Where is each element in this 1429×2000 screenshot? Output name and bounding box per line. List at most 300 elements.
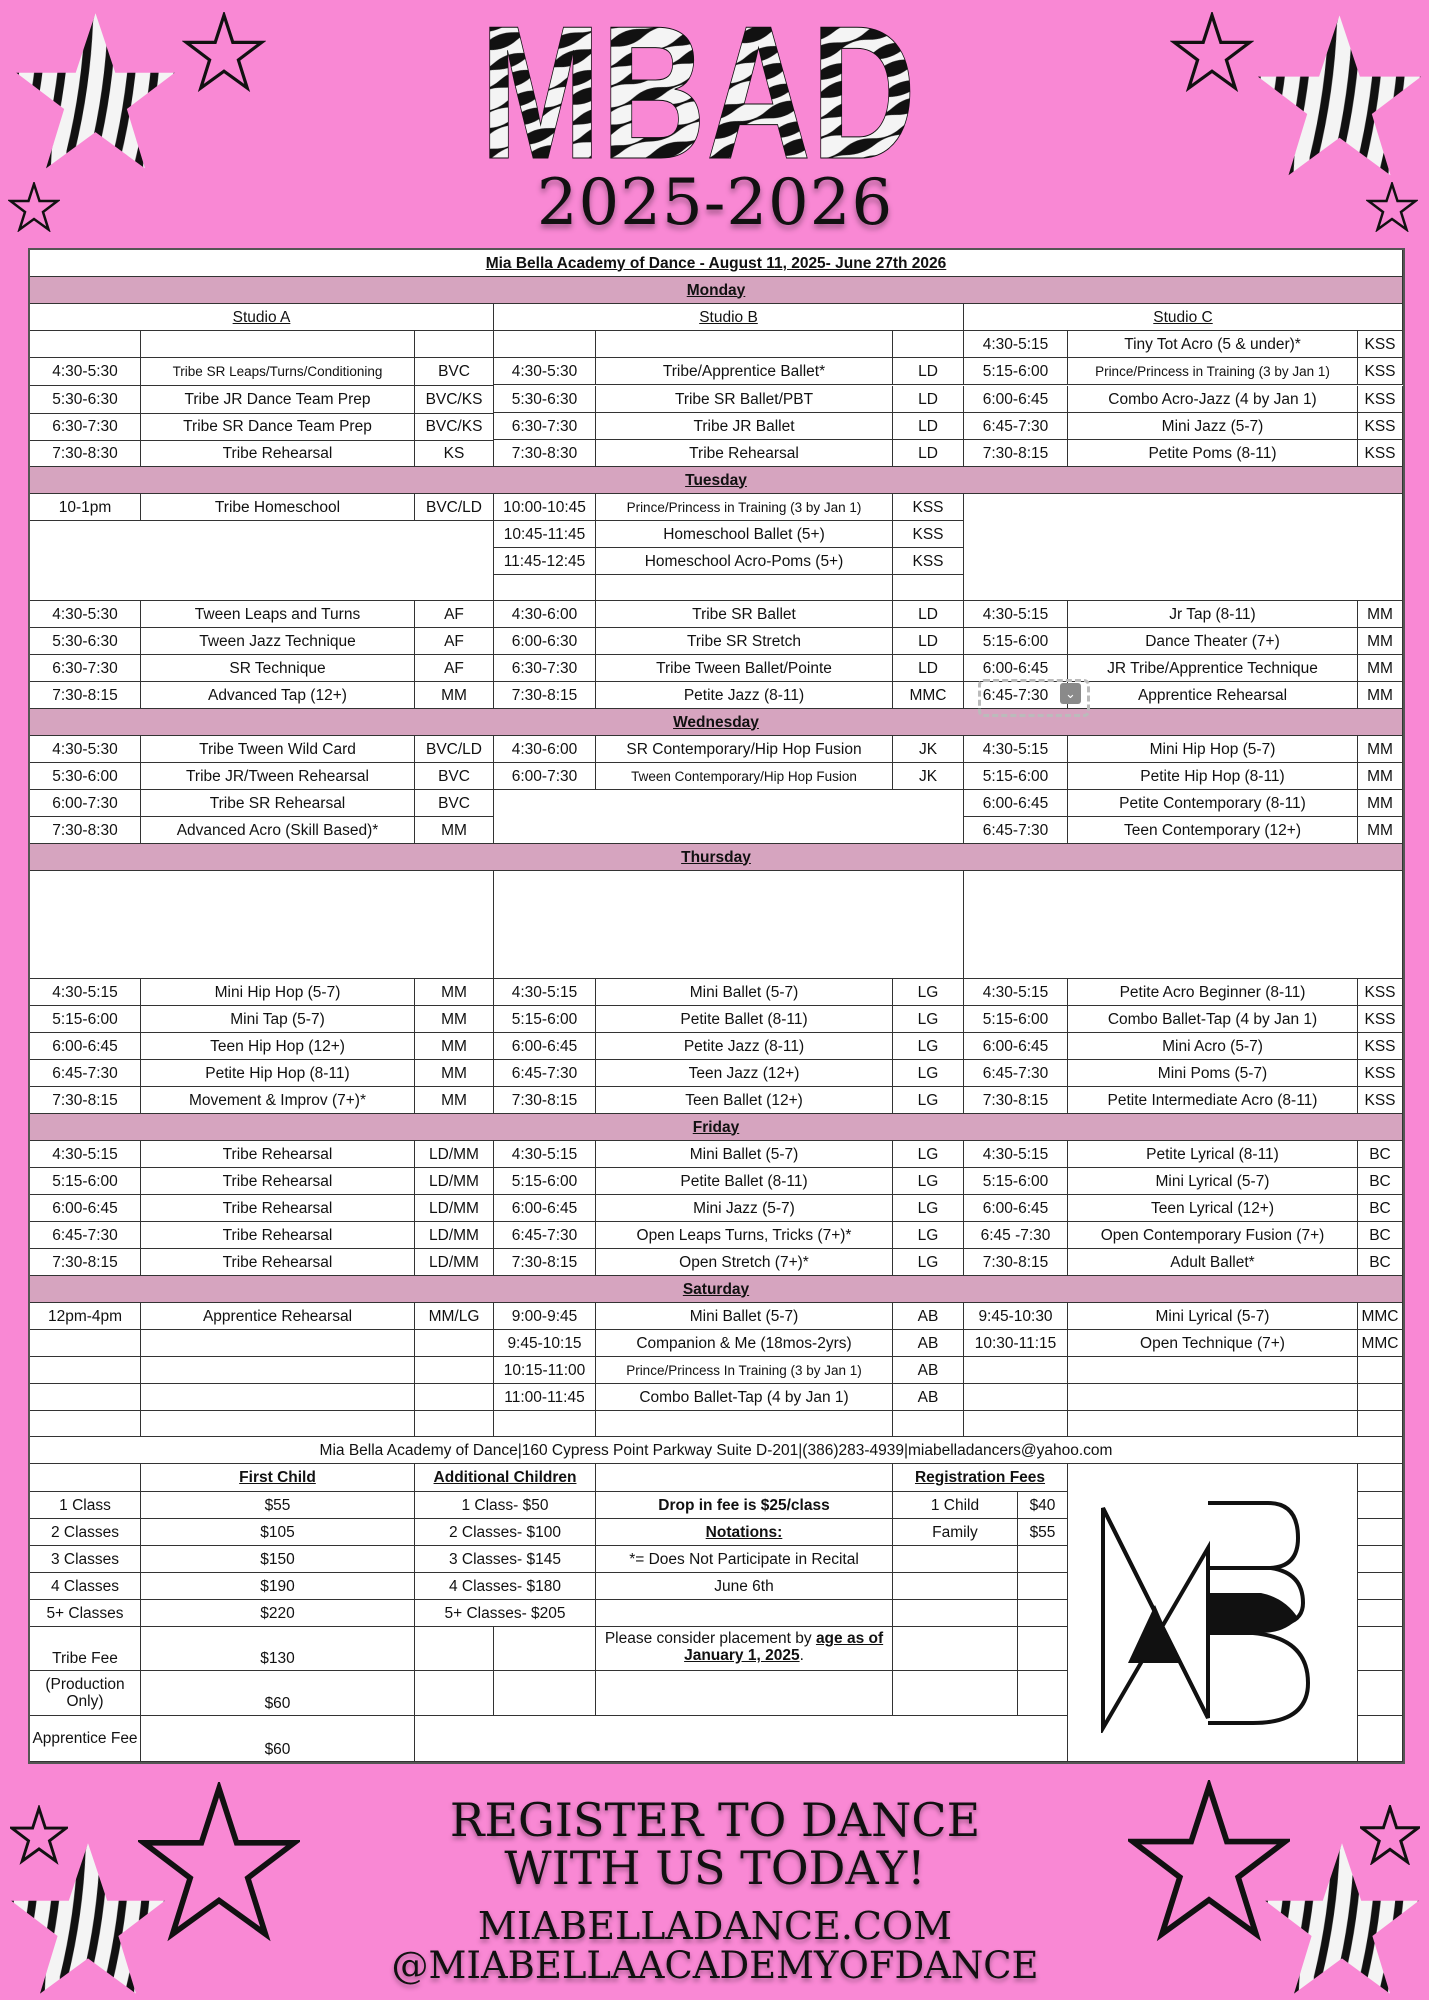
class-cell: Open Leaps Turns, Tricks (7+)* [596,1222,893,1249]
social-handle[interactable]: @MIABELLAACADEMYOFDANCE [391,1944,1039,1987]
class-cell: Homeschool Ballet (5+) [596,521,893,548]
empty-cell [893,1573,1018,1600]
class-cell: Homeschool Acro-Poms (5+) [596,548,893,575]
empty-cell [1018,1573,1068,1600]
class-cell: Advanced Tap (12+) [141,682,415,709]
class-cell: Petite Hip Hop (8-11) [1068,763,1358,790]
fee-label: (Production Only) [30,1671,141,1716]
class-cell: Tribe SR Rehearsal [141,790,415,817]
time-cell: 5:15-6:00 [964,1006,1068,1033]
instructor-cell: JK [893,763,964,790]
class-cell: SR Contemporary/Hip Hop Fusion [596,736,893,763]
empty-cell [494,871,964,979]
empty-cell [1358,1519,1403,1546]
instructor-cell: BVC/KS [415,386,494,414]
chevron-down-icon[interactable]: ⌄ [1060,683,1081,704]
time-cell: 7:30-8:15 [494,682,596,709]
class-cell: Jr Tap (8-11) [1068,601,1358,628]
instructor-cell: AB [893,1303,964,1330]
instructor-cell: LD/MM [415,1195,494,1222]
instructor-cell: MM [415,979,494,1006]
class-cell: Mini Ballet (5-7) [596,1141,893,1168]
class-cell: Advanced Acro (Skill Based)* [141,817,415,844]
time-cell: 6:30-7:30 [494,413,596,440]
time-cell: 6:30-7:30 [30,655,141,682]
day-header-thursday: Thursday [30,844,1403,871]
time-cell: 6:00-6:45 [494,1033,596,1060]
class-cell: Combo Ballet-Tap (4 by Jan 1) [596,1384,893,1411]
time-cell: 6:00-6:45 [964,655,1068,682]
class-cell: Teen Contemporary (12+) [1068,817,1358,844]
price-tier-label: 4 Classes [30,1573,141,1600]
time-cell: 5:15-6:00 [964,1168,1068,1195]
time-cell: 5:15-6:00 [494,1168,596,1195]
mb-logo-cell [1068,1464,1358,1762]
time-cell: 11:00-11:45 [494,1384,596,1411]
instructor-cell: LG [893,1168,964,1195]
class-cell: Adult Ballet* [1068,1249,1358,1276]
class-cell: Mini Tap (5-7) [141,1006,415,1033]
day-header-monday: Monday [30,277,1403,304]
class-cell: Tribe SR Ballet/PBT [596,386,893,413]
instructor-cell: LG [893,1087,964,1114]
zebra-star-icon [1262,1840,1422,2000]
class-cell: Petite Contemporary (8-11) [1068,790,1358,817]
class-cell: Mini Lyrical (5-7) [1068,1168,1358,1195]
class-cell [596,575,893,601]
star-outline-icon [8,182,60,232]
instructor-cell: MM [1358,628,1403,655]
time-cell: 6:00-6:45 [30,1033,141,1060]
time-cell: 9:45-10:30 [964,1303,1068,1330]
time-cell [30,1330,141,1357]
time-cell: 4:30-5:15 [494,1141,596,1168]
time-cell: 6:30-7:30 [494,655,596,682]
instructor-cell: MM [415,682,494,709]
time-cell: 4:30-6:00 [494,601,596,628]
season-years: 2025-2026 [536,166,894,240]
class-cell: Mini Jazz (5-7) [596,1195,893,1222]
time-cell: 5:15-6:00 [30,1006,141,1033]
notation-star: *= Does Not Participate in Recital [596,1546,893,1573]
class-cell: Open Contemporary Fusion (7+) [1068,1222,1358,1249]
class-cell: Tribe Rehearsal [141,1141,415,1168]
time-cell: 6:00-6:45 [30,1195,141,1222]
class-cell: Tribe SR Stretch [596,628,893,655]
empty-cell [964,494,1403,601]
time-cell: 4:30-5:15 [964,736,1068,763]
class-cell: Movement & Improv (7+)* [141,1087,415,1114]
mb-logo [1093,1493,1333,1733]
class-cell [596,1411,893,1437]
empty-cell [1358,1492,1403,1519]
class-cell: SR Technique [141,655,415,682]
instructor-cell: BC [1358,1168,1403,1195]
instructor-cell [415,1384,494,1411]
instructor-cell: LD/MM [415,1222,494,1249]
instructor-cell: LD [893,601,964,628]
class-cell: Petite Intermediate Acro (8-11) [1068,1087,1358,1114]
class-cell: Dance Theater (7+) [1068,628,1358,655]
instructor-cell: LD [893,358,964,385]
class-cell: Mini Ballet (5-7) [596,1303,893,1330]
class-cell: Tribe/Apprentice Ballet* [596,358,893,385]
instructor-cell [1358,1384,1403,1411]
empty-cell [415,1627,494,1671]
time-cell: 4:30-5:15 [494,979,596,1006]
fee-value: $60 [141,1671,415,1716]
fee-value: $130 [141,1627,415,1671]
instructor-cell: MM [1358,817,1403,844]
instructor-cell: LD/MM [415,1249,494,1276]
empty-cell [1358,1716,1403,1762]
empty-cell [596,1600,893,1627]
zebra-star-icon [1252,12,1427,182]
empty-cell [596,1671,893,1716]
instructor-cell: MM [1358,682,1403,709]
first-child-price: $55 [141,1492,415,1519]
time-cell: 7:30-8:15 [494,1249,596,1276]
class-cell [141,331,415,358]
instructor-cell: KS [415,440,494,467]
instructor-cell: MM [415,1087,494,1114]
time-cell: 4:30-6:00 [494,736,596,763]
registration-fees-header: Registration Fees [893,1464,1068,1492]
empty-cell [494,790,964,844]
class-cell: Tribe Rehearsal [141,1195,415,1222]
star-outline-icon [138,1782,300,1942]
additional-children-header: Additional Children [415,1464,596,1492]
instructor-cell [415,1330,494,1357]
instructor-cell: MM/LG [415,1303,494,1330]
instructor-cell: BC [1358,1141,1403,1168]
class-cell: Tween Jazz Technique [141,628,415,655]
empty-cell [1358,1671,1403,1716]
time-cell: 5:30-6:00 [30,763,141,790]
instructor-cell: MM [1358,790,1403,817]
time-cell [30,1411,141,1437]
instructor-cell: KSS [1358,440,1403,467]
time-cell: 5:15-6:00 [964,358,1068,385]
class-cell: Teen Hip Hop (12+) [141,1033,415,1060]
price-tier-label: 5+ Classes [30,1600,141,1627]
time-cell: 5:15-6:00 [964,628,1068,655]
instructor-cell: LG [893,1222,964,1249]
first-child-price: $220 [141,1600,415,1627]
instructor-cell: KSS [893,494,964,521]
instructor-cell [1358,1357,1403,1384]
empty-cell [415,1671,494,1716]
instructor-cell: AF [415,628,494,655]
registration-label: Family [893,1519,1018,1546]
time-cell: 7:30-8:30 [494,440,596,467]
instructor-cell: MM [1358,763,1403,790]
class-cell [141,1411,415,1437]
time-cell: 6:45-7:30 [494,1060,596,1087]
class-cell: Petite Ballet (8-11) [596,1168,893,1195]
instructor-cell: LD [893,386,964,413]
instructor-cell: AB [893,1357,964,1384]
time-cell: 5:15-6:00 [964,763,1068,790]
instructor-cell: LG [893,1249,964,1276]
zebra-star-icon [8,10,183,175]
instructor-cell: BVC/LD [415,494,494,521]
empty-cell [494,1627,596,1671]
svg-text:MBAD: MBAD [480,20,916,165]
studio-b-header: Studio B [494,304,964,331]
class-cell: Combo Ballet-Tap (4 by Jan 1) [1068,1006,1358,1033]
star-outline-icon [1366,182,1418,232]
time-cell [494,1411,596,1437]
time-cell: 7:30-8:30 [30,817,141,844]
class-cell: Teen Jazz (12+) [596,1060,893,1087]
time-cell: 6:45-7:30 [964,817,1068,844]
class-cell: Mini Acro (5-7) [1068,1033,1358,1060]
register-headline-line1: REGISTER TO DANCE [449,1793,981,1847]
fee-label: Tribe Fee [30,1627,141,1671]
instructor-cell: LG [893,1060,964,1087]
day-header-wednesday: Wednesday [30,709,1403,736]
instructor-cell: KSS [1358,331,1403,358]
instructor-cell: BC [1358,1222,1403,1249]
class-cell [141,1357,415,1384]
time-cell: 6:45-7:30 [964,413,1068,440]
instructor-cell: KSS [1358,413,1403,440]
empty-cell [1358,1464,1403,1492]
time-cell: 10:45-11:45 [494,521,596,548]
empty-cell [30,871,494,979]
instructor-cell: KSS [1358,386,1403,413]
time-cell: 4:30-5:15 [964,601,1068,628]
instructor-cell [893,1411,964,1437]
time-cell: 12pm-4pm [30,1303,141,1330]
time-cell: 6:45-7:30 [494,1222,596,1249]
empty-cell [1018,1546,1068,1573]
time-cell: 11:45-12:45 [494,548,596,575]
price-tier-label: 2 Classes [30,1519,141,1546]
fee-label: Apprentice Fee [30,1716,141,1762]
time-cell [494,331,596,358]
class-cell: Tribe Rehearsal [141,440,415,467]
additional-child-price: 1 Class- $50 [415,1492,596,1519]
instructor-cell: BVC/LD [415,736,494,763]
class-cell: Mini Poms (5-7) [1068,1060,1358,1087]
time-cell: 7:30-8:15 [30,1249,141,1276]
register-headline-line2: WITH US TODAY! [504,1841,926,1895]
class-cell: Tween Leaps and Turns [141,601,415,628]
class-cell: Prince/Princess In Training (3 by Jan 1) [596,1357,893,1384]
first-child-price: $150 [141,1546,415,1573]
empty-cell [1018,1600,1068,1627]
class-cell: Tribe SR Leaps/Turns/Conditioning [141,358,415,386]
instructor-cell: KSS [893,548,964,575]
empty-cell [30,1464,141,1492]
instructor-cell: LD/MM [415,1168,494,1195]
time-cell: 6:00-6:45 [964,1033,1068,1060]
instructor-cell: JK [893,736,964,763]
website-link[interactable]: MIABELLADANCE.COM [477,1904,953,1948]
class-cell: Petite Jazz (8-11) [596,682,893,709]
class-cell: Apprentice Rehearsal [1068,682,1358,709]
time-cell: 6:45-7:30 [964,682,1068,709]
class-cell: Tribe Rehearsal [141,1222,415,1249]
instructor-cell: LD [893,413,964,440]
class-cell: Tribe Homeschool [141,494,415,521]
instructor-cell: KSS [1358,1087,1403,1114]
instructor-cell: KSS [1358,1060,1403,1087]
class-cell: Teen Ballet (12+) [596,1087,893,1114]
schedule-title: Mia Bella Academy of Dance - August 11, 2025- June 27th 2026 [30,250,1403,277]
instructor-cell [893,331,964,358]
time-cell: 7:30-8:15 [494,1087,596,1114]
empty-cell [1358,1627,1403,1671]
class-cell [141,1384,415,1411]
instructor-cell: AF [415,655,494,682]
class-cell: Petite Jazz (8-11) [596,1033,893,1060]
instructor-cell: MMC [1358,1303,1403,1330]
instructor-cell: BVC [415,358,494,386]
placement-note-period: . [799,1647,804,1664]
class-cell: Tribe Rehearsal [141,1168,415,1195]
class-cell: Tribe JR/Tween Rehearsal [141,763,415,790]
instructor-cell: MM [415,817,494,844]
instructor-cell: AB [893,1330,964,1357]
empty-cell [893,1600,1018,1627]
instructor-cell: BVC/KS [415,413,494,441]
class-cell: Teen Lyrical (12+) [1068,1195,1358,1222]
time-cell: 7:30-8:30 [30,440,141,467]
instructor-cell: LD [893,655,964,682]
first-child-header: First Child [141,1464,415,1492]
class-cell: Prince/Princess in Training (3 by Jan 1) [1068,358,1358,385]
price-tier-label: 3 Classes [30,1546,141,1573]
empty-cell [1358,1573,1403,1600]
time-cell: 4:30-5:30 [494,358,596,385]
class-cell: Petite Hip Hop (8-11) [141,1060,415,1087]
time-cell: 6:45-7:30 [30,1060,141,1087]
time-cell: 6:00-6:45 [964,386,1068,413]
time-cell: 6:45 -7:30 [964,1222,1068,1249]
empty-cell [1018,1671,1068,1716]
additional-child-price: 2 Classes- $100 [415,1519,596,1546]
instructor-cell: LD/MM [415,1141,494,1168]
instructor-cell: BC [1358,1249,1403,1276]
class-cell: Open Stretch (7+)* [596,1249,893,1276]
time-cell: 5:30-6:30 [30,628,141,655]
time-cell: 4:30-5:15 [964,979,1068,1006]
time-cell: 7:30-8:15 [964,1087,1068,1114]
class-cell: Tiny Tot Acro (5 & under)* [1068,331,1358,358]
instructor-cell: MMC [1358,1330,1403,1357]
instructor-cell: AF [415,601,494,628]
registration-label: 1 Child [893,1492,1018,1519]
time-cell: 7:30-8:15 [30,682,141,709]
instructor-cell: LG [893,979,964,1006]
instructor-cell: MM [1358,601,1403,628]
class-cell: Petite Poms (8-11) [1068,440,1358,467]
class-cell: Tribe Rehearsal [141,1249,415,1276]
time-cell: 4:30-5:15 [964,1141,1068,1168]
instructor-cell: BVC [415,790,494,817]
class-cell [141,1330,415,1357]
time-cell: 6:45-7:30 [964,1060,1068,1087]
time-cell: 10:00-10:45 [494,494,596,521]
class-cell: Petite Acro Beginner (8-11) [1068,979,1358,1006]
empty-cell [596,1464,893,1492]
time-cell: 6:00-6:45 [964,790,1068,817]
instructor-cell [893,575,964,601]
instructor-cell: LD [893,628,964,655]
time-cell: 4:30-5:30 [30,736,141,763]
time-cell: 4:30-5:15 [30,979,141,1006]
time-cell: 5:15-6:00 [494,1006,596,1033]
time-cell: 9:45-10:15 [494,1330,596,1357]
time-cell: 6:00-6:45 [494,1195,596,1222]
instructor-cell: BC [1358,1195,1403,1222]
placement-note-text: Please consider placement by [604,1630,816,1647]
time-cell [30,1357,141,1384]
class-cell: Petite Lyrical (8-11) [1068,1141,1358,1168]
placement-note [596,1627,893,1671]
mbad-logo [478,20,918,165]
time-cell [964,1357,1068,1384]
time-cell: 7:30-8:15 [964,440,1068,467]
instructor-cell: MM [1358,655,1403,682]
instructor-cell: MMC [893,682,964,709]
day-header-friday: Friday [30,1114,1403,1141]
instructor-cell: MM [415,1006,494,1033]
instructor-cell: AB [893,1384,964,1411]
class-cell: Mini Lyrical (5-7) [1068,1303,1358,1330]
instructor-cell: LG [893,1141,964,1168]
class-cell: Companion & Me (18mos-2yrs) [596,1330,893,1357]
class-cell: Tribe JR Dance Team Prep [141,386,415,414]
empty-cell [494,1671,596,1716]
time-cell: 5:30-6:30 [30,386,141,414]
additional-child-price: 4 Classes- $180 [415,1573,596,1600]
instructor-cell [415,1357,494,1384]
instructor-cell [415,1411,494,1437]
time-cell: 7:30-8:15 [964,1249,1068,1276]
instructor-cell: KSS [893,521,964,548]
class-cell: Mini Ballet (5-7) [596,979,893,1006]
time-cell: 9:00-9:45 [494,1303,596,1330]
time-cell: 6:00-6:30 [494,628,596,655]
class-cell: Tribe Tween Wild Card [141,736,415,763]
instructor-cell: LD [893,440,964,467]
class-cell: Tribe SR Dance Team Prep [141,413,415,441]
empty-cell [1018,1627,1068,1671]
class-cell: Petite Ballet (8-11) [596,1006,893,1033]
time-cell: 6:00-7:30 [494,763,596,790]
additional-child-price: 5+ Classes- $205 [415,1600,596,1627]
instructor-cell: LG [893,1033,964,1060]
class-cell: Open Technique (7+) [1068,1330,1358,1357]
time-cell: 6:00-7:30 [30,790,141,817]
class-cell: JR Tribe/Apprentice Technique [1068,655,1358,682]
drop-in-fee: Drop in fee is $25/class [596,1492,893,1519]
fee-value: $60 [141,1716,415,1762]
instructor-cell: KSS [1358,979,1403,1006]
class-cell [1068,1411,1358,1437]
contact-line: Mia Bella Academy of Dance|160 Cypress Point Parkway Suite D-201|(386)283-4939|miabelladancers@yahoo.com [30,1437,1403,1464]
notations-header: Notations: [596,1519,893,1546]
class-cell: Tribe SR Ballet [596,601,893,628]
class-cell [1068,1357,1358,1384]
instructor-cell: MM [415,1060,494,1087]
instructor-cell: BVC [415,763,494,790]
empty-cell [1358,1600,1403,1627]
